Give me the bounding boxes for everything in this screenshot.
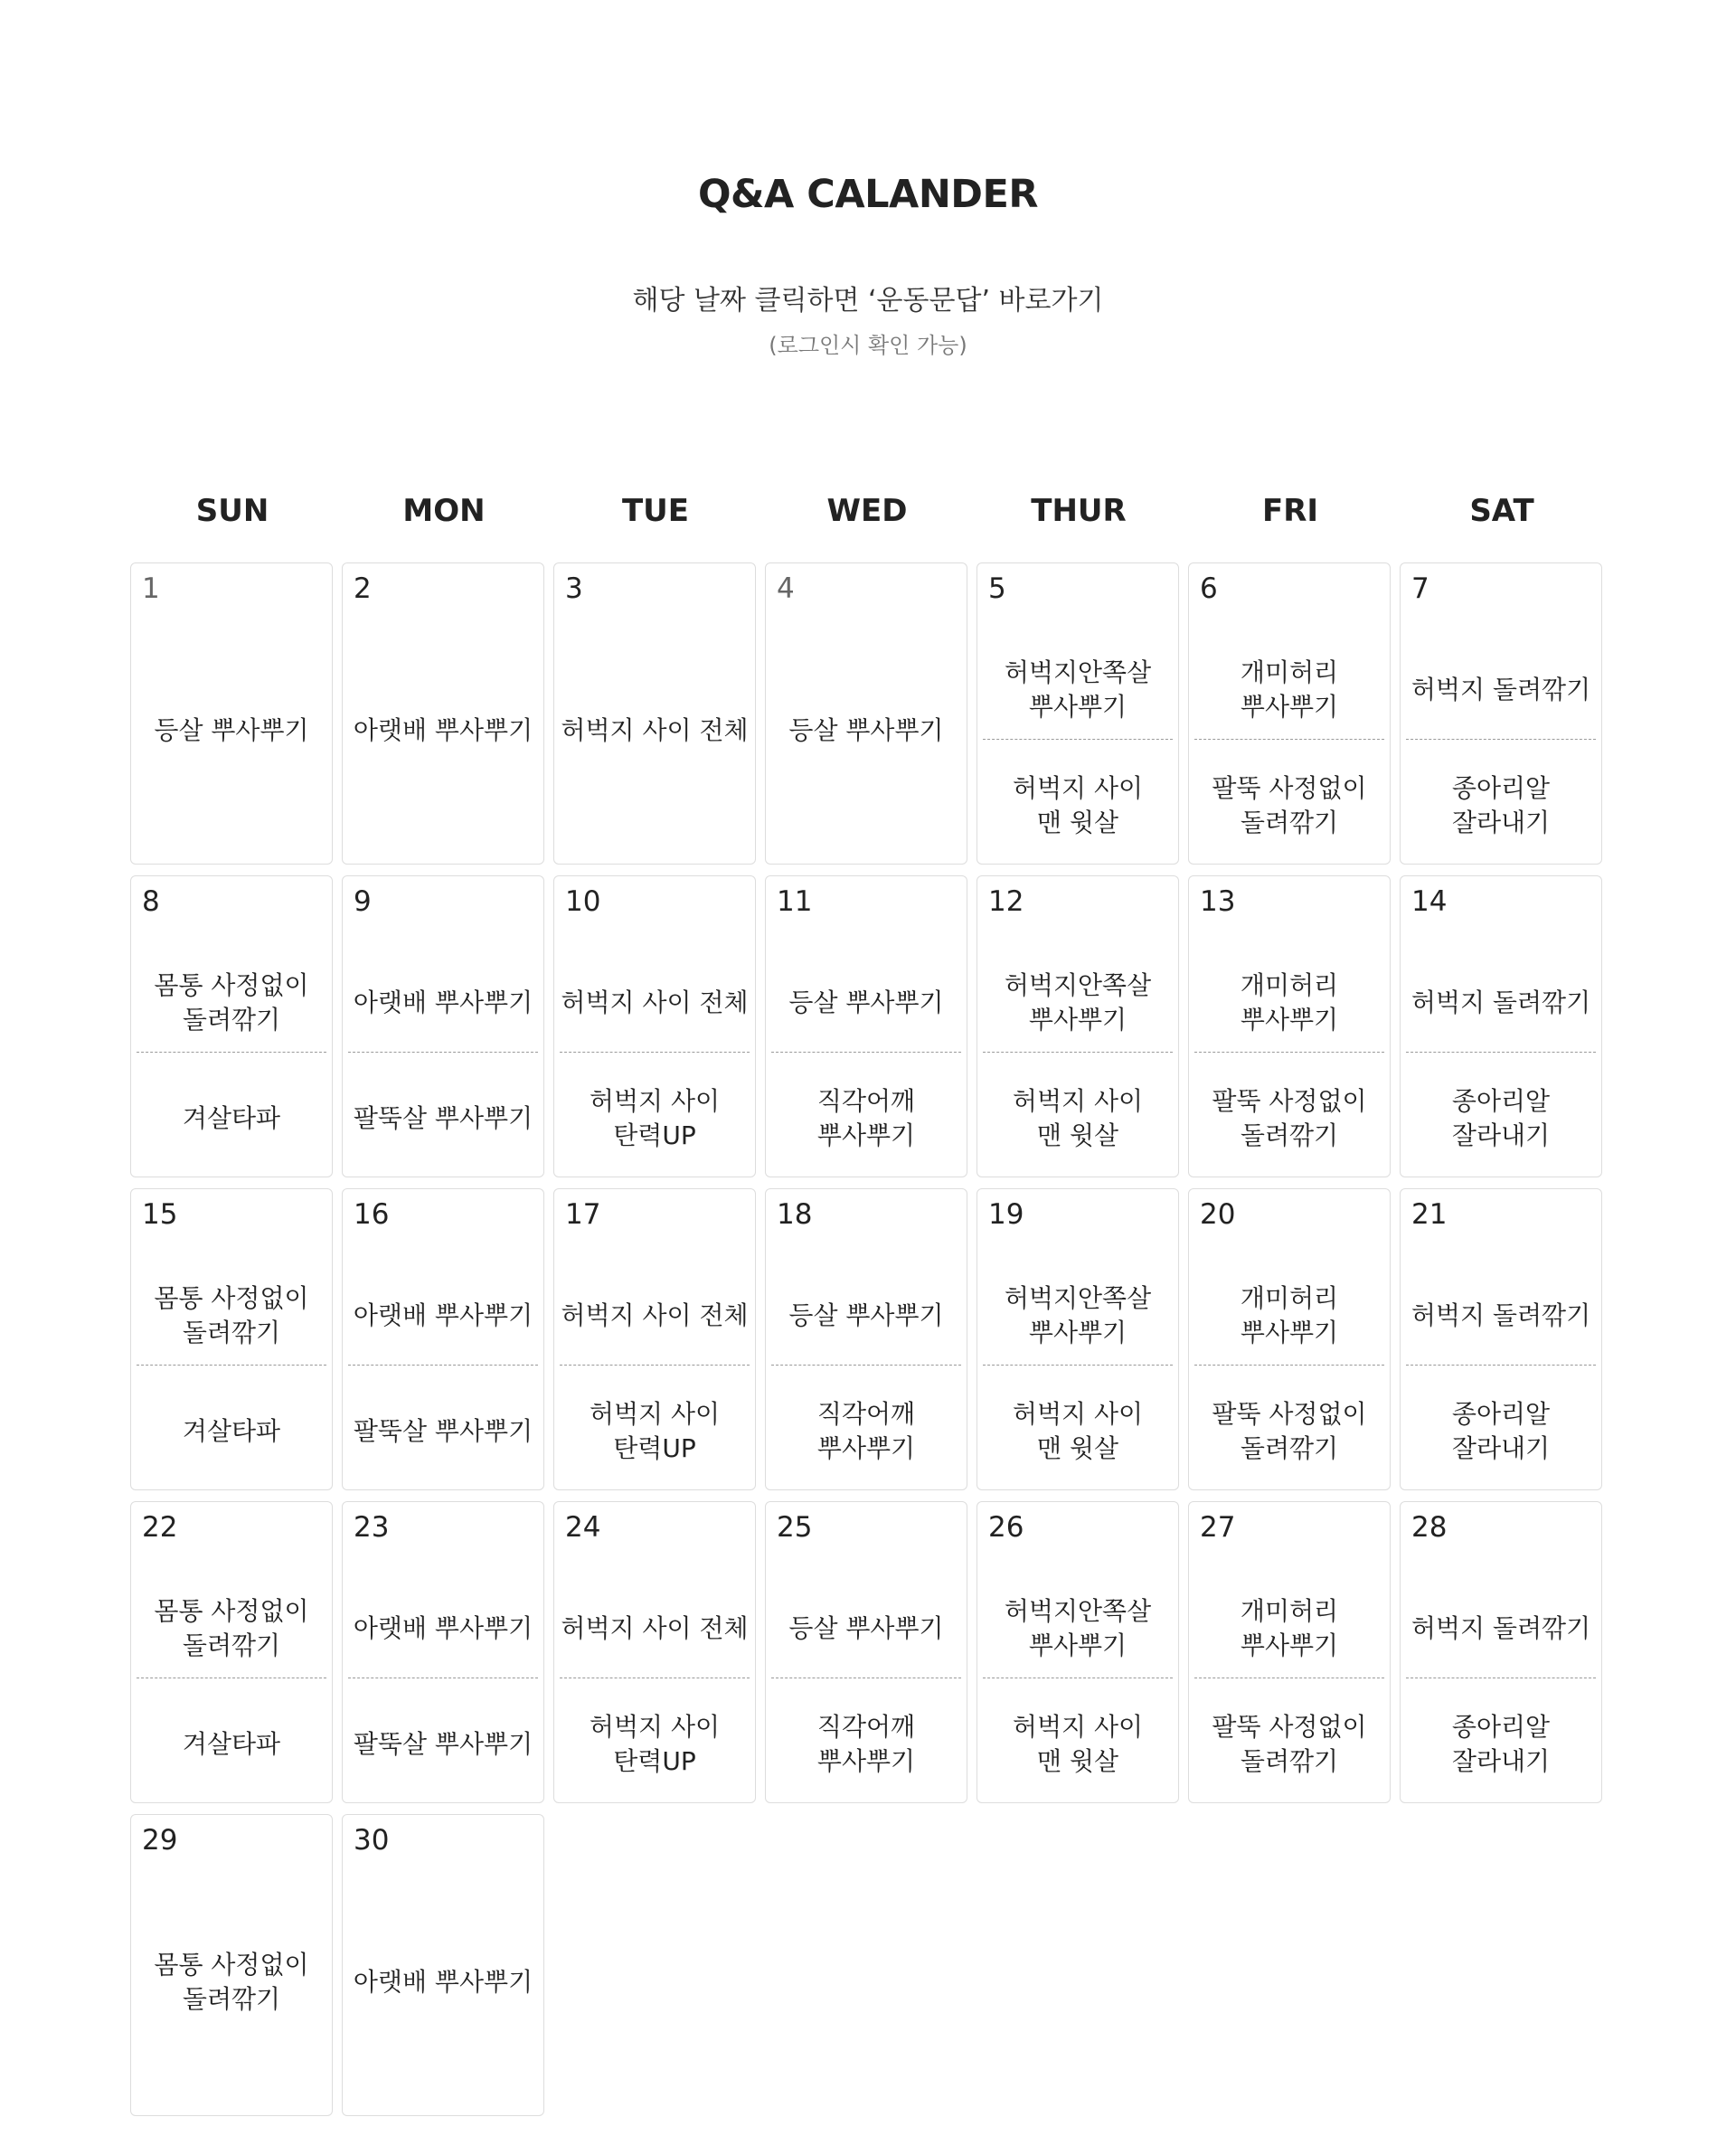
weekday-thur: THUR [1031,493,1127,529]
day-topic-secondary: 팔뚝 사정없이 돌려깎기 [1212,773,1367,837]
day-number: 21 [1411,1198,1448,1231]
calendar-day-5[interactable] [976,562,1179,865]
day-number: 19 [988,1198,1024,1231]
calendar-day-16[interactable] [342,1188,544,1490]
dashed-divider [560,1365,750,1366]
day-topic-primary: 등살 뿌사뿌기 [788,988,944,1017]
day-number: 9 [354,885,372,918]
day-topic-primary: 아랫배 뿌사뿌기 [353,988,533,1017]
weekday-sat: SAT [1469,493,1534,529]
day-number: 20 [1200,1198,1236,1231]
calendar-day-25[interactable] [765,1501,967,1803]
dashed-divider [1194,739,1384,740]
calendar-day-1[interactable] [130,562,333,865]
calendar-day-13[interactable] [1188,875,1391,1177]
day-topic-primary: 등살 뿌사뿌기 [788,1613,944,1643]
day-topic-primary: 개미허리 뿌사뿌기 [1240,657,1339,722]
day-topic-primary: 허벅지 돌려깎기 [1410,675,1591,704]
day-topic-primary: 허벅지 사이 전체 [561,1613,749,1643]
day-number: 18 [777,1198,813,1231]
day-topic-primary: 허벅지안쪽살 뿌사뿌기 [1004,657,1152,722]
calendar-day-26[interactable] [976,1501,1179,1803]
day-number: 23 [354,1511,390,1544]
day-topic-secondary: 종아리알 잘라내기 [1451,1086,1551,1150]
day-number: 22 [142,1511,178,1544]
day-number: 6 [1200,572,1218,605]
day-topic-primary: 아랫배 뿌사뿌기 [353,715,533,745]
calendar-day-22[interactable] [130,1501,333,1803]
calendar-day-11[interactable] [765,875,967,1177]
page-title: Q&A CALANDER [698,172,1038,217]
day-topic-secondary: 팔뚝 사정없이 돌려깎기 [1212,1712,1367,1776]
day-number: 13 [1200,885,1236,918]
day-topic-secondary: 허벅지 사이 맨 윗살 [1012,773,1144,837]
day-topic-primary: 개미허리 뿌사뿌기 [1240,1283,1339,1347]
calendar-day-2[interactable] [342,562,544,865]
day-topic-secondary: 허벅지 사이 맨 윗살 [1012,1712,1144,1776]
day-topic-primary: 등살 뿌사뿌기 [154,715,309,745]
dashed-divider [137,1365,326,1366]
dashed-divider [1406,739,1596,740]
day-number: 1 [142,572,160,605]
dashed-divider [983,739,1173,740]
day-topic-primary: 허벅지 돌려깎기 [1410,1613,1591,1643]
day-topic-primary: 허벅지안쪽살 뿌사뿌기 [1004,1283,1152,1347]
dashed-divider [771,1052,961,1053]
calendar-day-4[interactable] [765,562,967,865]
calendar-day-30[interactable] [342,1814,544,2116]
day-topic-primary: 개미허리 뿌사뿌기 [1240,1596,1339,1660]
page-subtitle: 해당 날짜 클릭하면 ‘운동문답’ 바로가기 [632,285,1104,317]
day-topic-primary: 몸통 사정없이 돌려깎기 [154,1596,309,1660]
day-topic-secondary: 허벅지 사이 탄력UP [589,1712,721,1776]
day-number: 7 [1411,572,1429,605]
weekday-fri: FRI [1261,493,1319,529]
day-topic-secondary: 허벅지 사이 맨 윗살 [1012,1086,1144,1150]
day-topic-primary: 개미허리 뿌사뿌기 [1240,970,1339,1035]
day-number: 17 [565,1198,601,1231]
day-number: 25 [777,1511,813,1544]
dashed-divider [1194,1052,1384,1053]
day-number: 12 [988,885,1024,918]
day-topic-secondary: 종아리알 잘라내기 [1451,1712,1551,1776]
day-number: 24 [565,1511,601,1544]
day-topic-primary: 아랫배 뿌사뿌기 [353,1613,533,1643]
day-topic-secondary: 허벅지 사이 맨 윗살 [1012,1399,1144,1463]
day-number: 10 [565,885,601,918]
day-topic-primary: 몸통 사정없이 돌려깎기 [154,1950,309,2014]
calendar-day-17[interactable] [553,1188,756,1490]
dashed-divider [348,1365,538,1366]
dashed-divider [983,1052,1173,1053]
day-topic-primary: 몸통 사정없이 돌려깎기 [154,1283,309,1347]
day-topic-secondary: 팔뚝 사정없이 돌려깎기 [1212,1399,1367,1463]
dashed-divider [1406,1365,1596,1366]
day-number: 29 [142,1824,178,1857]
day-topic-primary: 허벅지 사이 전체 [561,715,749,745]
day-number: 30 [354,1824,390,1857]
day-topic-primary: 허벅지 돌려깎기 [1410,988,1591,1017]
day-number: 27 [1200,1511,1236,1544]
weekday-mon: MON [402,493,486,529]
day-number: 14 [1411,885,1448,918]
day-topic-secondary: 팔뚝살 뿌사뿌기 [353,1103,533,1133]
day-number: 28 [1411,1511,1448,1544]
calendar-day-27[interactable] [1188,1501,1391,1803]
calendar-day-14[interactable] [1400,875,1602,1177]
day-number: 16 [354,1198,390,1231]
dashed-divider [348,1052,538,1053]
weekday-header-row [130,493,1606,538]
calendar-day-20[interactable] [1188,1188,1391,1490]
day-topic-secondary: 팔뚝 사정없이 돌려깎기 [1212,1086,1367,1150]
day-topic-primary: 허벅지안쪽살 뿌사뿌기 [1004,1596,1152,1660]
day-topic-primary: 아랫배 뿌사뿌기 [353,1967,533,1997]
day-number: 2 [354,572,372,605]
day-topic-primary: 허벅지 사이 전체 [561,1300,749,1330]
day-number: 11 [777,885,813,918]
dashed-divider [1406,1052,1596,1053]
day-topic-secondary: 허벅지 사이 탄력UP [589,1399,721,1463]
dashed-divider [771,1365,961,1366]
calendar-day-21[interactable] [1400,1188,1602,1490]
weekday-sun: SUN [195,493,269,529]
day-topic-secondary: 직각어깨 뿌사뿌기 [816,1399,916,1463]
day-topic-secondary: 겨살타파 [182,1103,281,1133]
calendar-day-3[interactable] [553,562,756,865]
day-topic-primary: 허벅지 돌려깎기 [1410,1300,1591,1330]
calendar-day-10[interactable] [553,875,756,1177]
dashed-divider [983,1365,1173,1366]
calendar-day-6[interactable] [1188,562,1391,865]
day-topic-primary: 등살 뿌사뿌기 [788,1300,944,1330]
day-topic-primary: 등살 뿌사뿌기 [788,715,944,745]
calendar-day-23[interactable] [342,1501,544,1803]
day-number: 26 [988,1511,1024,1544]
day-topic-primary: 허벅지 사이 전체 [561,988,749,1017]
dashed-divider [1194,1365,1384,1366]
calendar-day-24[interactable] [553,1501,756,1803]
day-topic-secondary: 종아리알 잘라내기 [1451,1399,1551,1463]
calendar-day-15[interactable] [130,1188,333,1490]
day-topic-secondary: 직각어깨 뿌사뿌기 [816,1086,916,1150]
day-topic-secondary: 직각어깨 뿌사뿌기 [816,1712,916,1776]
day-number: 8 [142,885,160,918]
day-topic-secondary: 허벅지 사이 탄력UP [589,1086,721,1150]
calendar-day-9[interactable] [342,875,544,1177]
day-topic-secondary: 종아리알 잘라내기 [1451,773,1551,837]
day-number: 4 [777,572,795,605]
weekday-wed: WED [826,493,908,529]
day-topic-primary: 허벅지안쪽살 뿌사뿌기 [1004,970,1152,1035]
dashed-divider [137,1052,326,1053]
day-topic-secondary: 팔뚝살 뿌사뿌기 [353,1416,533,1446]
day-topic-secondary: 겨살타파 [182,1729,281,1759]
day-topic-primary: 몸통 사정없이 돌려깎기 [154,970,309,1035]
day-topic-secondary: 팔뚝살 뿌사뿌기 [353,1729,533,1759]
day-number: 15 [142,1198,178,1231]
day-topic-primary: 아랫배 뿌사뿌기 [353,1300,533,1330]
calendar-day-7[interactable] [1400,562,1602,865]
calendar-day-19[interactable] [976,1188,1179,1490]
calendar-day-28[interactable] [1400,1501,1602,1803]
calendar-day-18[interactable] [765,1188,967,1490]
day-number: 3 [565,572,583,605]
calendar-day-12[interactable] [976,875,1179,1177]
calendar-day-8[interactable] [130,875,333,1177]
login-note: (로그인시 확인 가능) [769,333,967,358]
weekday-tue: TUE [621,493,690,529]
day-number: 5 [988,572,1006,605]
day-topic-secondary: 겨살타파 [182,1416,281,1446]
dashed-divider [560,1052,750,1053]
calendar-day-29[interactable] [130,1814,333,2116]
